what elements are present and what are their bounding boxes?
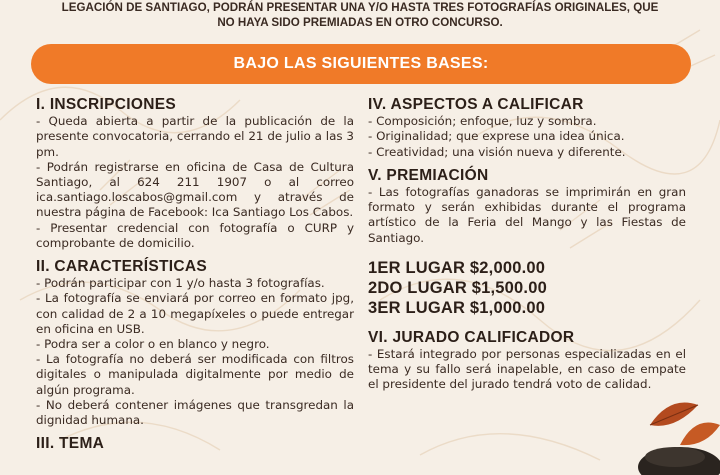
mango-leaf-decoration — [580, 385, 720, 475]
prize-third: 3ER LUGAR $1,000.00 — [368, 298, 546, 317]
caracteristicas-item-4: - La fotografía no deberá ser modificada con filtros digitales o manipulada digitalmente por medio de algún programa. — [36, 352, 354, 397]
aspectos-item-2: - Originalidad; que exprese una idea única. — [368, 129, 625, 144]
section-title-tema: III. TEMA — [36, 435, 105, 453]
caracteristicas-item-5: - No deberá contener imágenes que transgredan la dignidad humana. — [36, 397, 354, 428]
caracteristicas-item-3: - Podra ser a color o en blanco y negro. — [36, 337, 270, 352]
prize-second: 2DO LUGAR $1,500.00 — [368, 278, 547, 297]
left-column — [36, 97, 354, 459]
inscripciones-item-2: - Podrán registrarse en oficina de Casa de Cultura Santiago, al 624 211 1907 o al correo ica.santiago.loscabos@gmail.com y através de nuestra página de Facebook: Ica Santiago Los Cabos. — [36, 159, 354, 220]
section-inscripciones — [36, 97, 354, 251]
banner-label: BAJO LAS SIGUIENTES BASES: — [233, 55, 489, 72]
section-title-jurado: VI. JURADO CALIFICADOR — [368, 328, 575, 346]
aspectos-item-3: - Creatividad; una visión nueva y diferente. — [368, 144, 626, 159]
intro-text — [0, 0, 720, 30]
section-jurado — [368, 330, 686, 393]
section-caracteristicas — [36, 259, 354, 428]
jurado-text: - Estará integrado por personas especializadas en el tema y su fallo será inapelable, en caso de empate el presidente del jurado tendrá voto de calidad. — [368, 347, 686, 392]
prize-list — [368, 258, 686, 318]
intro-line-2: NO HAYA SIDO PREMIADAS EN OTRO CONCURSO. — [217, 16, 503, 29]
intro-line-1: LEGACIÓN DE SANTIAGO, PODRÁN PRESENTAR UNA Y/O HASTA TRES FOTOGRAFÍAS ORIGINALES, QUE — [61, 1, 659, 14]
caracteristicas-item-2: - La fotografía se enviará por correo en formato jpg, con calidad de 2 a 10 megapíxeles o puede entregar en oficina en USB. — [36, 291, 354, 336]
section-tema — [36, 436, 354, 451]
section-aspectos — [368, 97, 686, 160]
caracteristicas-item-1: - Podrán participar con 1 y/o hasta 3 fotografías. — [36, 276, 325, 291]
inscripciones-item-1: - Queda abierta a partir de la publicación de la presente convocatoria, cerrando el 21 de julio a las 3 pm. — [36, 114, 354, 159]
section-title-caracteristicas: II. CARACTERÍSTICAS — [36, 258, 208, 276]
bases-banner — [31, 44, 691, 84]
aspectos-item-1: - Composición; enfoque, luz y sombra. — [368, 114, 597, 129]
right-column — [368, 97, 686, 401]
section-title-premiacion: V. PREMIACIÓN — [368, 166, 489, 184]
inscripciones-item-3: - Presentar credencial con fotografía o CURP y comprobante de domicilio. — [36, 220, 354, 250]
section-premiacion — [368, 168, 686, 318]
section-title-aspectos: IV. ASPECTOS A CALIFICAR — [368, 96, 584, 113]
prize-first: 1ER LUGAR $2,000.00 — [368, 258, 546, 277]
section-title-inscripciones: I. INSCRIPCIONES — [36, 96, 177, 113]
premiacion-text: - Las fotografías ganadoras se imprimirán en gran formato y serán exhibidas durante el programa artístico de la Feria del Mango y las Fiestas de Santiago. — [368, 185, 686, 245]
